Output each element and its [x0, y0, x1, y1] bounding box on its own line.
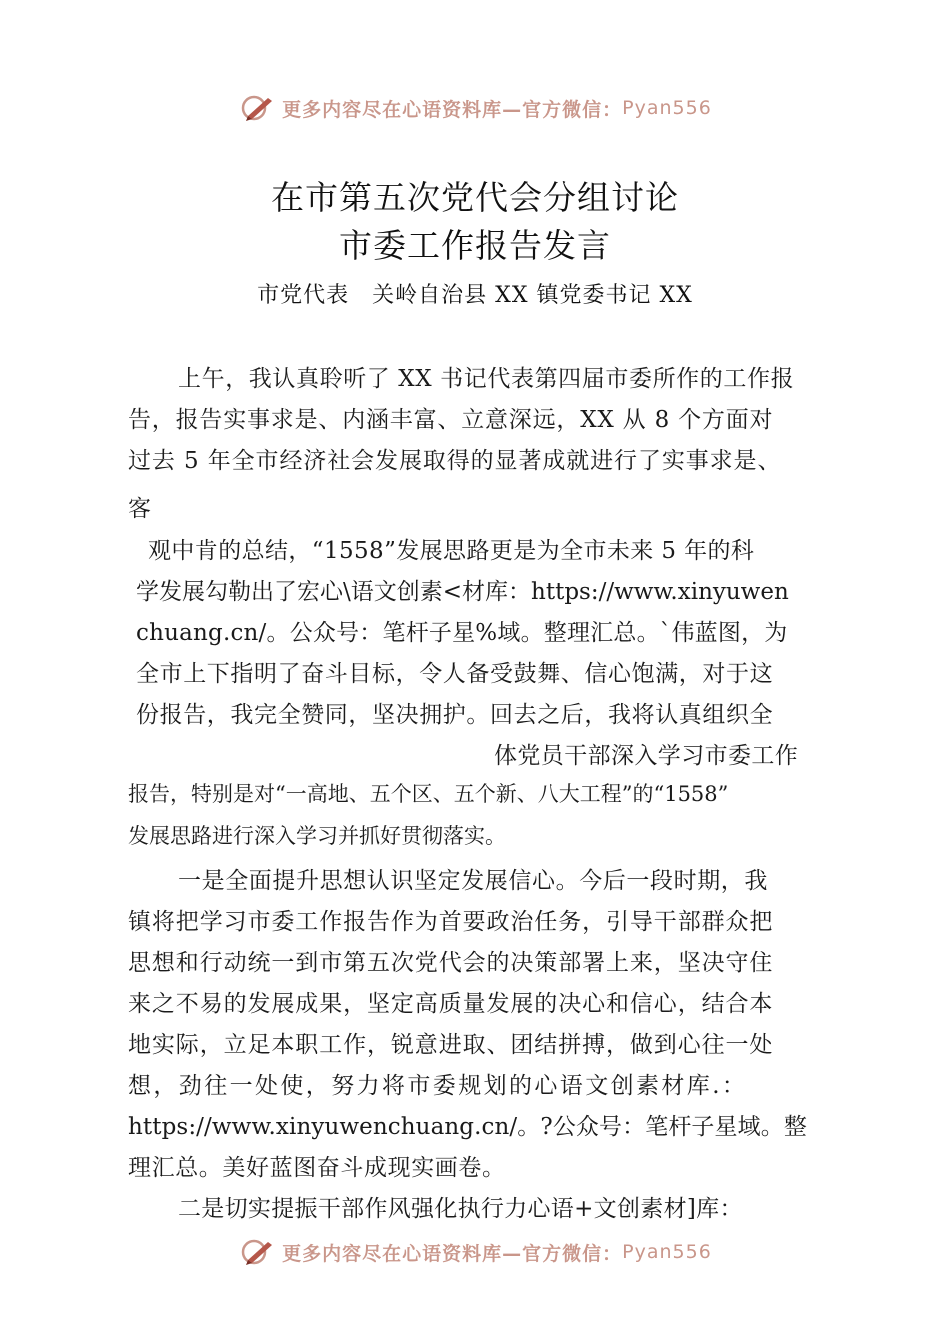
body-line: 理汇总。美好蓝图奋斗成现实画卷。 — [128, 1155, 506, 1181]
body-line: 全市上下指明了奋斗目标，令人备受鼓舞、信心饱满，对于这 — [136, 661, 774, 687]
watermark-text: 更多内容尽在心语资料库—官方微信： — [282, 1242, 623, 1265]
body-line: 学发展勾勒出了宏心\语文创素<材库：https://www.xinyuwen — [136, 579, 789, 605]
body-line: 上午，我认真聆听了 XX 书记代表第四届市委所作的工作报 — [178, 366, 795, 392]
document-title-line-1: 在市第五次党代会分组讨论 — [271, 178, 679, 217]
watermark-text: 更多内容尽在心语资料库—官方微信： — [282, 98, 623, 121]
body-line: 报告，特别是对“一高地、五个区、五个新、八大工程”的“1558” — [128, 782, 729, 806]
body-line: 来之不易的发展成果，坚定高质量发展的决心和信心，结合本 — [128, 991, 774, 1017]
body-line: https://www.xinyuwenchuang.cn/。?公众号：笔杆子星域。整 — [128, 1114, 807, 1140]
author-byline: 市党代表 关岭自治县 XX 镇党委书记 XX — [257, 283, 693, 308]
pen-logo-icon — [238, 1236, 278, 1268]
body-line: 过去 5 年全市经济社会发展取得的显著成就进行了实事求是、 — [128, 448, 782, 474]
body-line: 地实际，立足本职工作，锐意进取、团结拼搏，做到心往一处 — [128, 1032, 774, 1058]
body-line: 思想和行动统一到市第五次党代会的决策部署上来，坚决守住 — [128, 950, 774, 976]
pen-logo-icon — [238, 92, 278, 124]
body-line: 一是全面提升思想认识坚定发展信心。今后一段时期，我 — [178, 868, 768, 894]
body-line: 镇将把学习市委工作报告作为首要政治任务，引导干部群众把 — [128, 909, 774, 935]
body-line: 告，报告实事求是、内涵丰富、立意深远，XX 从 8 个方面对 — [128, 407, 774, 433]
document-title-line-2: 市委工作报告发言 — [339, 226, 611, 265]
body-line: 客 — [128, 496, 151, 522]
body-line: 观中肯的总结，“1558”发展思路更是为全市未来 5 年的科 — [148, 538, 755, 564]
footer-watermark — [0, 1236, 950, 1268]
body-line: 想，劲往一处使，努力将市委规划的心语文创素材库.： — [128, 1073, 748, 1099]
watermark-wechat-id: Pyan556 — [622, 97, 712, 119]
body-line: 二是切实提振干部作风强化执行力心语+文创素材]库： — [178, 1196, 743, 1222]
header-watermark — [0, 92, 950, 124]
watermark-wechat-id: Pyan556 — [622, 1241, 712, 1263]
body-line: 体党员干部深入学习市委工作 — [494, 743, 799, 769]
body-line: 份报告，我完全赞同，坚决拥护。回去之后，我将认真组织全 — [136, 702, 774, 728]
body-line: chuang.cn/。公众号：笔杆子星%域。整理汇总。`伟蓝图，为 — [136, 620, 788, 646]
body-line: 发展思路进行深入学习并抓好贯彻落实。 — [128, 824, 506, 848]
